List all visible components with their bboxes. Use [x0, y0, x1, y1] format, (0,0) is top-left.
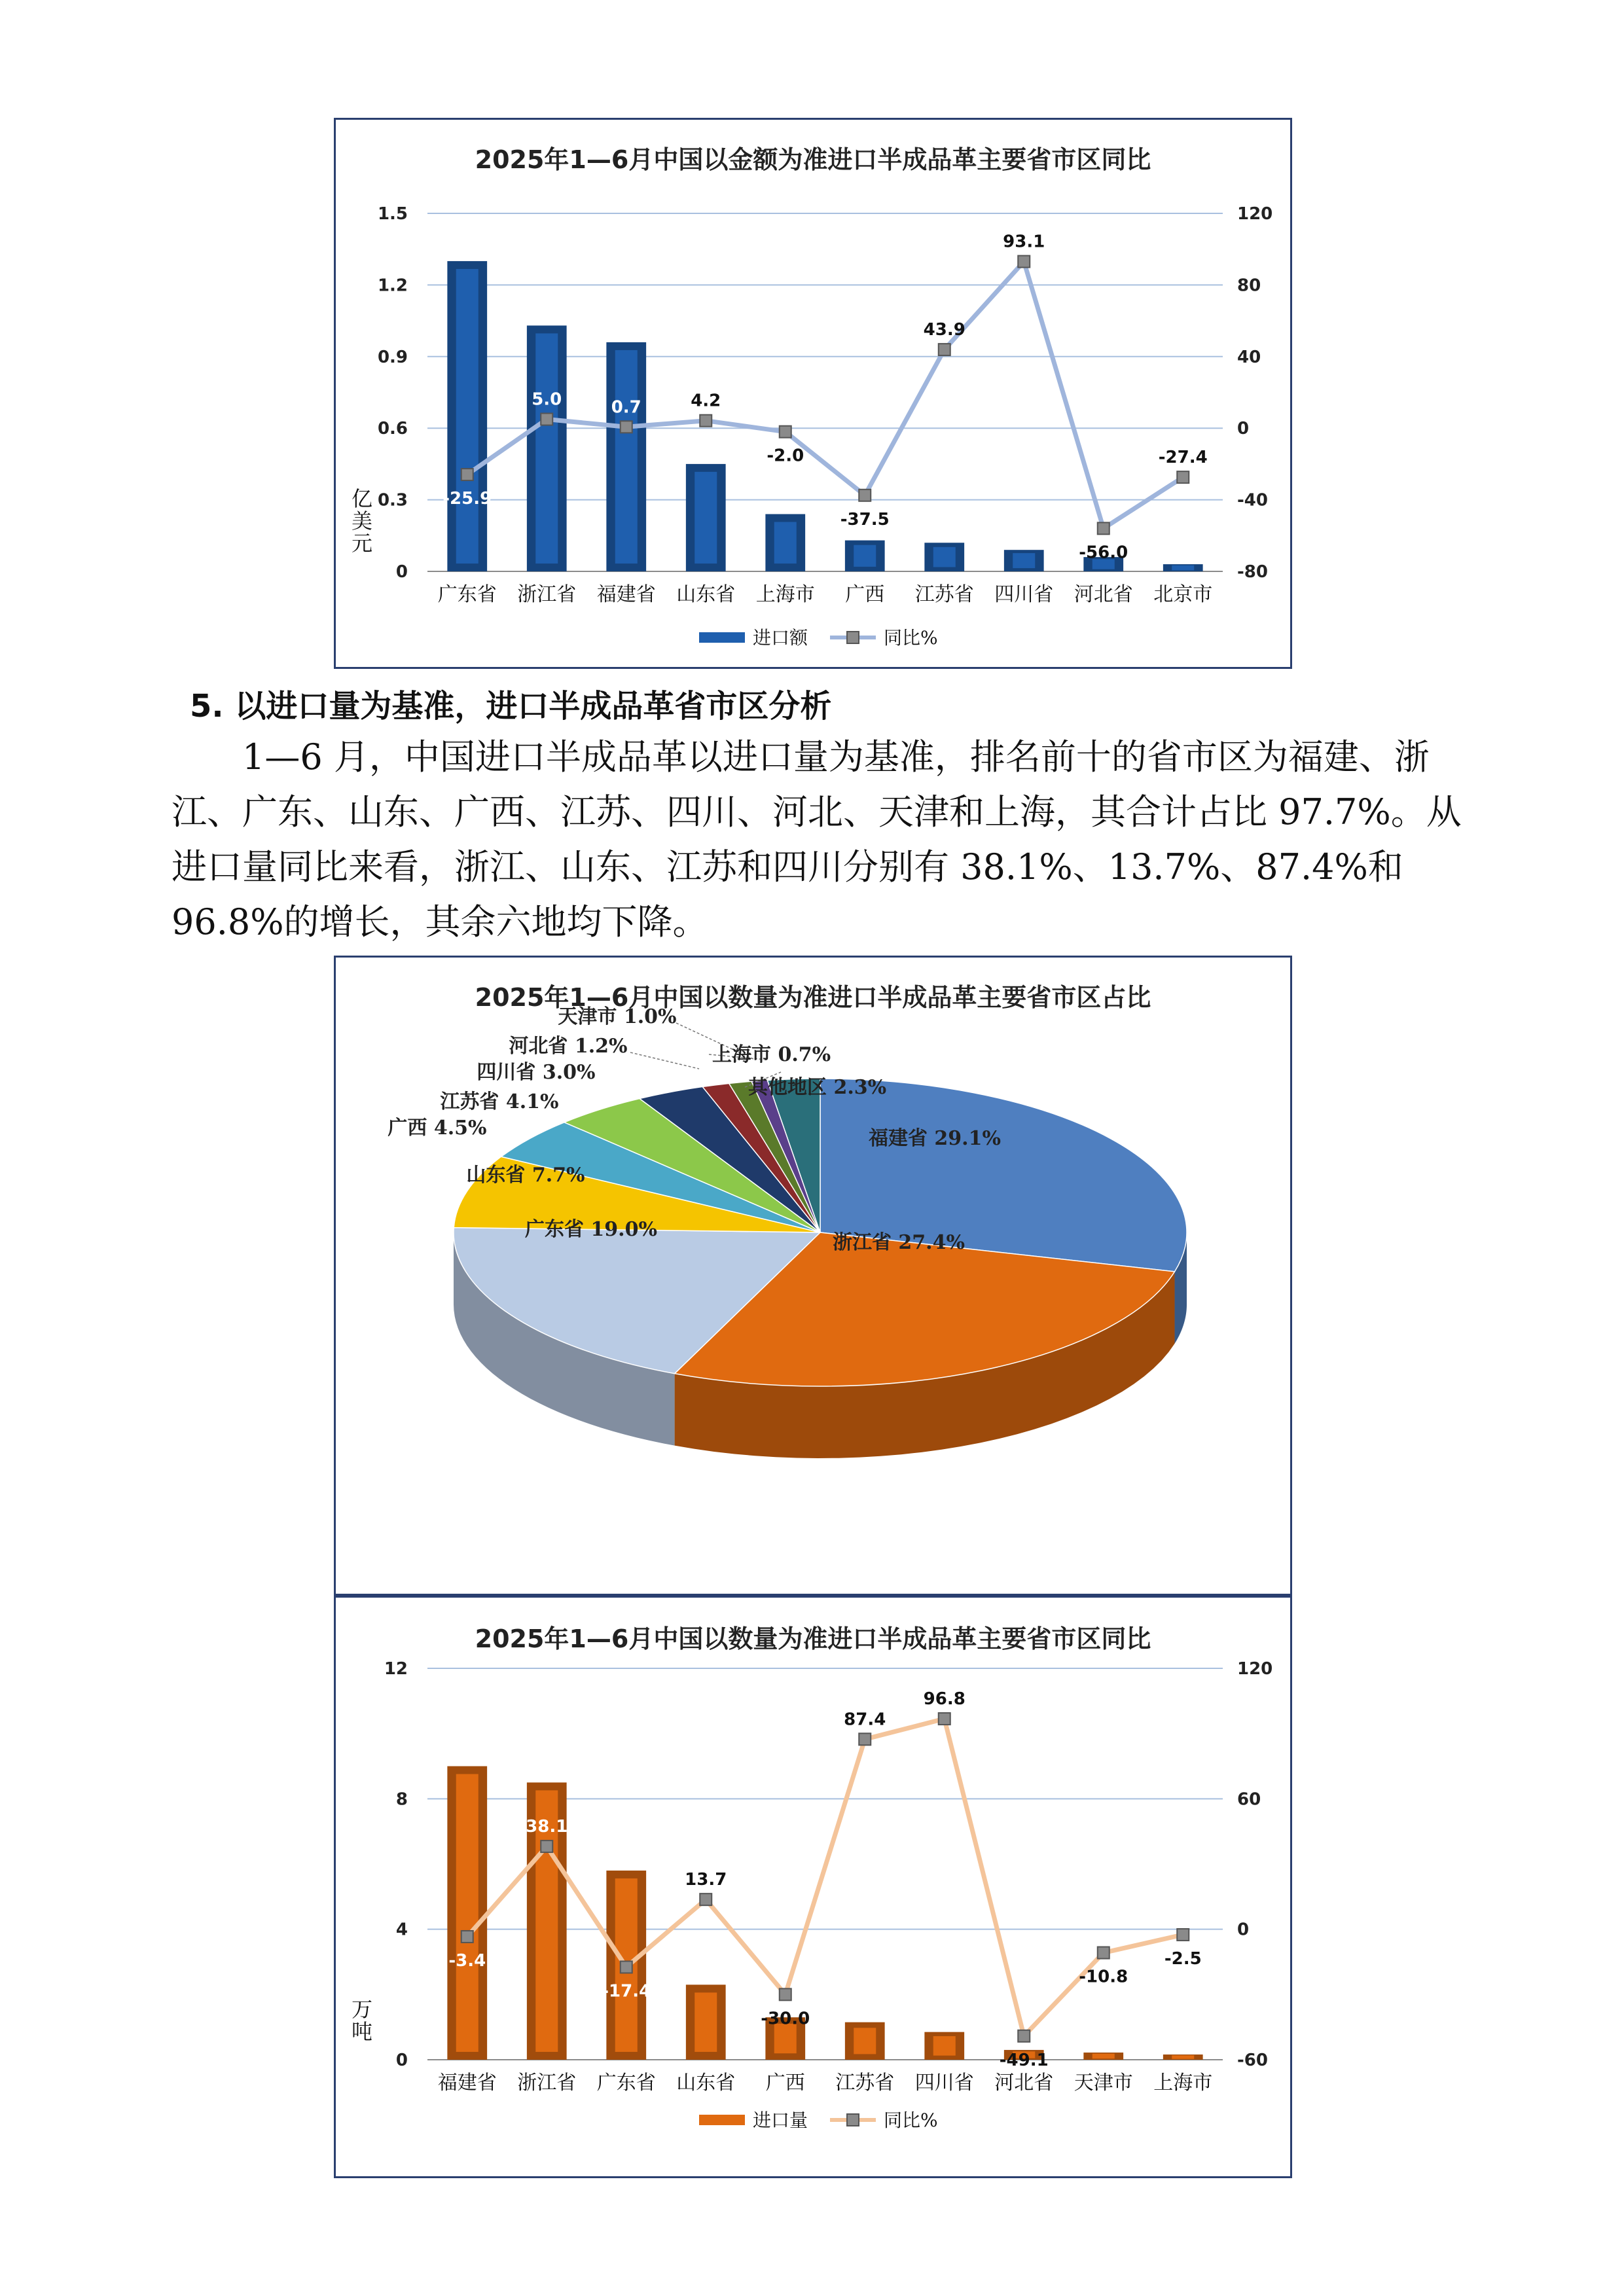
yoy-marker [780, 426, 791, 438]
yoy-data-label: 93.1 [1003, 232, 1045, 252]
left-axis-tick: 1.2 [377, 276, 408, 296]
left-axis-tick: 0 [395, 2051, 408, 2070]
pie-label: 上海市 0.7% [712, 1043, 831, 1066]
chart-title: 2025年1—6月中国以数量为准进口半成品革主要省市区同比 [475, 1624, 1151, 1653]
yoy-marker [700, 415, 712, 427]
bar-face [854, 2028, 876, 2054]
right-axis-tick: 120 [1237, 1659, 1273, 1679]
yoy-data-label: 87.4 [844, 1710, 886, 1730]
value-yoy-chart [336, 120, 1294, 671]
yoy-marker [541, 1840, 552, 1852]
bar-face [1172, 2055, 1194, 2059]
pie-label: 广东省 19.0% [524, 1218, 658, 1241]
chart-frame-value [334, 118, 1292, 669]
right-axis-tick: 0 [1237, 1920, 1250, 1940]
right-axis-tick: 120 [1237, 204, 1273, 224]
yoy-data-label: 96.8 [923, 1689, 965, 1710]
bar-face [933, 2036, 956, 2056]
left-axis-tick: 0.6 [377, 419, 408, 439]
yoy-marker [939, 344, 950, 355]
left-axis-tick: 1.5 [377, 204, 408, 224]
bar-face [695, 472, 717, 564]
quantity-yoy-chart [336, 1598, 1294, 2180]
analysis-paragraph [171, 730, 1474, 950]
category-label: 山东省 [676, 583, 736, 606]
left-axis-tick: 0.9 [377, 347, 408, 367]
chart-frame-quantity [334, 1596, 1292, 2178]
y-axis-unit-char: 美 [351, 509, 373, 533]
category-label: 广西 [765, 2072, 805, 2094]
legend-line-marker [847, 2114, 859, 2126]
y-axis-unit-char: 万 [351, 1997, 373, 2022]
yoy-data-label: 13.7 [685, 1870, 727, 1890]
pie-label: 福建省 29.1% [868, 1127, 1001, 1150]
yoy-data-label: 38.1 [526, 1817, 568, 1837]
right-axis-tick: 60 [1237, 1789, 1261, 1810]
left-axis-tick: 8 [395, 1789, 408, 1810]
legend-line-marker [847, 632, 859, 643]
legend-line-label: 同比% [884, 2109, 938, 2131]
bar-face [1013, 553, 1035, 568]
yoy-marker [859, 490, 871, 501]
bar-face [456, 269, 478, 564]
legend-line-label: 同比% [884, 627, 938, 649]
category-label: 江苏省 [914, 583, 974, 606]
quantity-share-pie [336, 958, 1294, 1598]
right-axis-tick: -60 [1237, 2051, 1268, 2070]
pie-label: 江苏省 4.1% [440, 1090, 559, 1113]
category-label: 上海市 [1153, 2072, 1213, 2094]
yoy-marker [621, 1961, 632, 1973]
right-axis-tick: 80 [1237, 276, 1261, 296]
yoy-data-label: -10.8 [1079, 1967, 1128, 1987]
yoy-data-label: 4.2 [691, 391, 721, 411]
yoy-marker [1018, 2030, 1030, 2042]
bar-face [1092, 2054, 1115, 2059]
category-label: 四川省 [914, 2072, 974, 2094]
bar-face [456, 1774, 478, 2053]
yoy-marker [1098, 1947, 1110, 1959]
category-label: 江苏省 [835, 2072, 895, 2094]
bar-face [933, 547, 956, 567]
category-label: 河北省 [994, 2072, 1054, 2094]
category-label: 四川省 [994, 583, 1054, 606]
category-label: 天津市 [1074, 2072, 1133, 2094]
yoy-data-label: -25.9 [442, 489, 492, 509]
y-axis-unit-char: 元 [351, 531, 373, 556]
yoy-data-label: -2.0 [767, 446, 804, 466]
yoy-data-label: -37.5 [840, 509, 890, 529]
pie-label: 四川省 3.0% [477, 1061, 596, 1084]
pie-label: 广西 4.5% [388, 1117, 487, 1139]
yoy-marker [859, 1733, 871, 1745]
category-label: 广西 [845, 583, 885, 606]
bar-face [774, 522, 797, 564]
right-axis-tick: -80 [1237, 562, 1268, 582]
category-label: 福建省 [596, 583, 656, 606]
yoy-data-label: 0.7 [611, 397, 641, 418]
yoy-marker [541, 414, 552, 425]
left-axis-tick: 4 [395, 1920, 408, 1940]
y-axis-unit-char: 亿 [351, 486, 373, 511]
left-axis-tick: 0.3 [377, 490, 408, 511]
yoy-marker [700, 1893, 712, 1905]
chart-title: 2025年1—6月中国以金额为准进口半成品革主要省市区同比 [475, 145, 1151, 174]
y-axis-unit-char: 吨 [351, 2019, 373, 2044]
bar-face [695, 1992, 717, 2052]
category-label: 上海市 [755, 583, 815, 606]
yoy-data-label: -27.4 [1158, 448, 1208, 468]
yoy-data-label: 5.0 [532, 389, 562, 410]
yoy-data-label: 43.9 [923, 320, 965, 340]
section-heading: 5. 以进口量为基准，进口半成品革省市区分析 [190, 688, 832, 725]
yoy-marker [461, 1931, 473, 1943]
chart-frame-share [334, 956, 1292, 1596]
yoy-data-label: -17.4 [602, 1981, 651, 2001]
yoy-marker [1018, 256, 1030, 268]
right-axis-tick: -40 [1237, 490, 1268, 511]
right-axis-tick: 40 [1237, 347, 1261, 367]
bar-face [535, 333, 558, 564]
yoy-data-label: -30.0 [761, 2009, 810, 2029]
pie-label: 其他地区 2.3% [748, 1076, 887, 1099]
yoy-marker [939, 1713, 950, 1725]
yoy-marker [780, 1988, 791, 2000]
paragraph-text: 1—6 月，中国进口半成品革以进口量为基准，排名前十的省市区为福建、浙江、广东、山东、广西、江苏、四川、河北、天津和上海，其合计占比 97.7%。从进口量同比来看，浙江、山东、江苏和四川分别有 38.1%、13.7%、87.4%和 96.8%的增长，其余六地均下降。 [171, 736, 1462, 942]
yoy-marker [1177, 1929, 1189, 1941]
pie-label: 浙江省 27.4% [832, 1231, 965, 1254]
yoy-data-label: -49.1 [999, 2050, 1049, 2070]
legend-bar-swatch [699, 632, 745, 643]
category-label: 浙江省 [517, 2072, 577, 2094]
yoy-marker [621, 421, 632, 433]
legend-bar-label: 进口额 [753, 627, 808, 649]
chart-title: 2025年1—6月中国以数量为准进口半成品革主要省市区占比 [475, 983, 1151, 1012]
yoy-line [467, 1719, 1183, 2036]
category-label: 广东省 [437, 583, 497, 606]
yoy-data-label: -56.0 [1079, 543, 1128, 563]
pie-leader-line [630, 1052, 699, 1069]
pie-label: 山东省 7.7% [466, 1164, 585, 1187]
yoy-marker [1098, 522, 1110, 534]
pie-label: 天津市 1.0% [558, 1005, 677, 1028]
bar-face [615, 350, 638, 564]
yoy-marker [461, 469, 473, 480]
yoy-line [467, 262, 1183, 529]
bar-face [854, 545, 876, 567]
left-axis-tick: 12 [384, 1659, 408, 1679]
category-label: 福建省 [437, 2072, 497, 2094]
yoy-data-label: -3.4 [448, 1950, 486, 1971]
left-axis-tick: 0 [395, 562, 408, 582]
bar-face [1172, 565, 1194, 571]
category-label: 广东省 [596, 2072, 656, 2094]
legend-bar-swatch [699, 2115, 745, 2125]
yoy-data-label: -2.5 [1164, 1948, 1202, 1969]
right-axis-tick: 0 [1237, 419, 1250, 439]
category-label: 山东省 [676, 2072, 736, 2094]
category-label: 河北省 [1074, 583, 1133, 606]
category-label: 浙江省 [517, 583, 577, 606]
yoy-marker [1177, 471, 1189, 483]
category-label: 北京市 [1153, 583, 1213, 606]
pie-label: 河北省 1.2% [509, 1035, 628, 1058]
legend-bar-label: 进口量 [753, 2109, 808, 2131]
